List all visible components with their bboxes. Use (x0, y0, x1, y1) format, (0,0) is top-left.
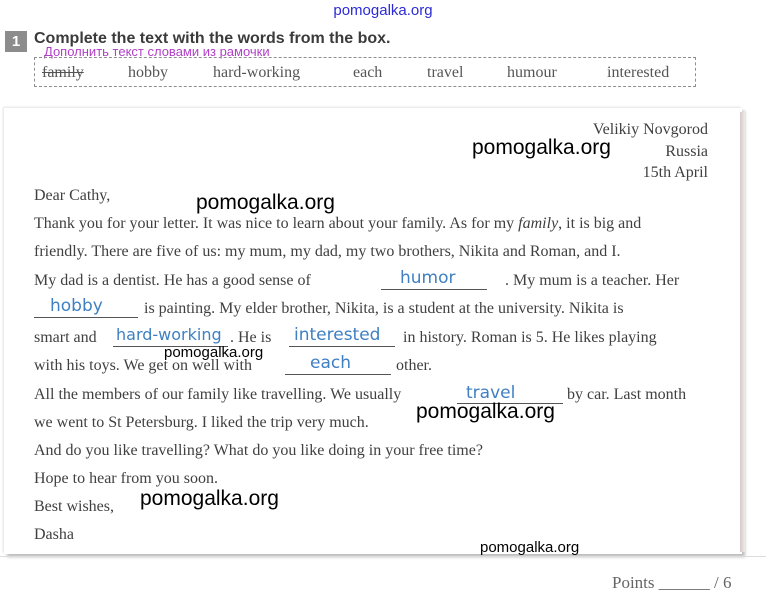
letter-line-10: Hope to hear from you soon. (34, 470, 218, 487)
word-box-item: hard-working (213, 64, 301, 81)
letter-line-5b: . He is (230, 329, 272, 346)
letter-line-6a: with his toys. We get on well with (34, 357, 252, 374)
blank-line (34, 317, 138, 318)
letter-text: , it is big and (558, 215, 642, 232)
watermark: pomogalka.org (472, 136, 611, 159)
watermark: pomogalka.org (164, 344, 264, 361)
letter-line-8: we went to St Petersburg. I liked the trip very much. (34, 414, 369, 431)
address-city: Velikiy Novgorod (592, 121, 708, 138)
letter-line-1 (34, 215, 641, 233)
answer-each: each (310, 353, 351, 373)
word-box-item: humour (507, 64, 557, 81)
answer-interested: interested (294, 325, 381, 345)
exercise-title: Complete the text with the words from the box. (34, 30, 391, 47)
letter-line-7b: by car. Last month (567, 386, 687, 403)
word-box-item: travel (427, 64, 464, 81)
answer-travel: travel (466, 383, 516, 403)
letter-line-9: And do you like travelling? What do you like doing in your free time? (34, 442, 483, 459)
watermark: pomogalka.org (140, 487, 279, 510)
divider (0, 556, 766, 557)
letter-line-11: Best wishes, (34, 498, 114, 515)
exercise-number: 1 (5, 31, 27, 52)
letter-line-4: is painting. My elder brother, Nikita, is a student at the university. Nikita is (144, 300, 624, 317)
blank-line (285, 374, 391, 375)
letter-line-2: friendly. There are five of us: my mum, my dad, my two brothers, Nikita and Roman, and I. (34, 243, 621, 260)
answer-hard-working: hard-working (116, 325, 222, 344)
letter-date: 15th April (642, 164, 708, 181)
answer-humor: humor (400, 268, 456, 288)
greeting: Dear Cathy, (34, 187, 111, 204)
letter-line-5a: smart and (34, 329, 97, 346)
exercise-subtitle: Дополнить текст словами из рамочки (44, 44, 270, 59)
letter-line-3b: . My mum is a teacher. Her (505, 272, 680, 289)
watermark-top: pomogalka.org (333, 2, 433, 19)
word-box-item: interested (607, 64, 670, 81)
watermark: pomogalka.org (196, 191, 335, 214)
letter-line-3a: My dad is a dentist. He has a good sense of (34, 272, 311, 289)
points-score: Points ______ / 6 (612, 573, 732, 592)
watermark: pomogalka.org (480, 539, 580, 556)
word-box-item: hobby (128, 64, 168, 81)
example-answer: family (518, 215, 559, 232)
blank-line (381, 289, 487, 290)
answer-hobby: hobby (50, 296, 103, 316)
word-box-item: each (353, 64, 383, 81)
signature: Dasha (34, 526, 74, 543)
letter-line-6b: other. (396, 357, 432, 374)
panel-edge (740, 112, 745, 552)
word-box-item: family (42, 64, 84, 81)
letter-line-7a: All the members of our family like travelling. We usually (34, 386, 402, 403)
address-country: Russia (665, 143, 708, 160)
letter-text: Thank you for your letter. It was nice to learn about your family. As for my (34, 215, 519, 232)
watermark: pomogalka.org (416, 400, 555, 423)
letter-line-5c: in history. Roman is 5. He likes playing (403, 329, 657, 346)
blank-line (289, 346, 395, 347)
